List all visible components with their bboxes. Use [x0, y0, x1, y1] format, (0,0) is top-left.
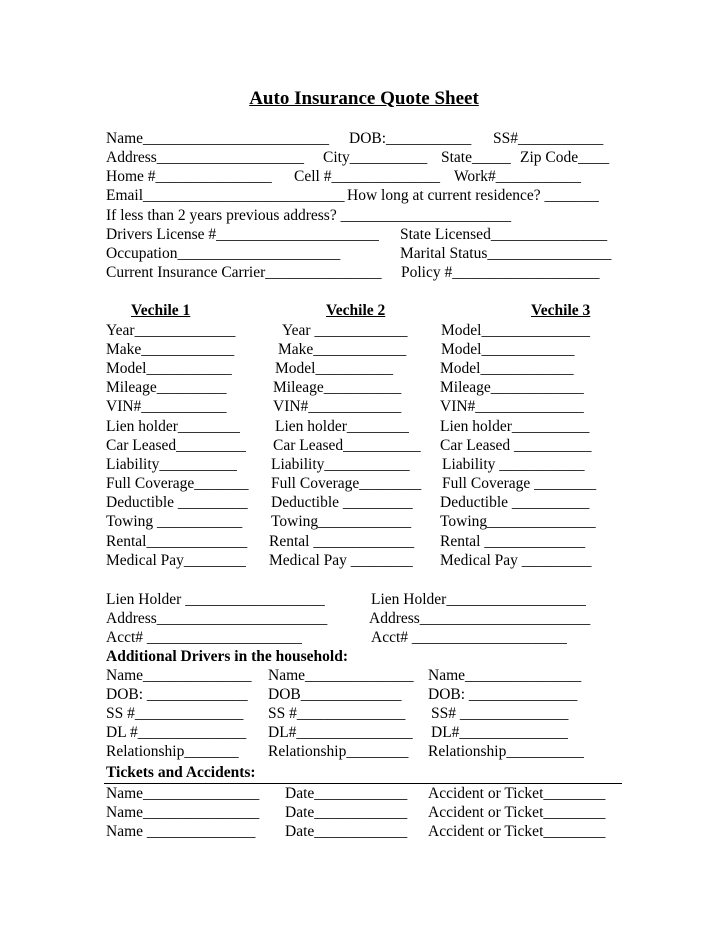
insurance-carrier-field[interactable]: Current Insurance Carrier_______________ [106, 264, 382, 281]
ticket-1-date-field[interactable]: Date____________ [285, 785, 408, 802]
driver-2-ss-field[interactable]: SS #______________ [268, 705, 406, 722]
driver-3-relationship-field[interactable]: Relationship__________ [428, 743, 584, 760]
vehicle-1-year-field[interactable]: Year_____________ [106, 322, 236, 339]
vehicle-2-full-coverage-field[interactable]: Full Coverage________ [271, 475, 422, 492]
driver-1-dob-field[interactable]: DOB: _____________ [106, 686, 248, 703]
vehicle-2-liability-field[interactable]: Liability___________ [271, 456, 410, 473]
driver-3-name-field[interactable]: Name_______________ [428, 667, 582, 684]
section-divider [104, 783, 622, 784]
home-phone-field[interactable]: Home #_______________ [106, 168, 272, 185]
vehicle-2-mileage-field[interactable]: Mileage__________ [273, 379, 402, 396]
vehicle-1-make-field[interactable]: Make____________ [106, 341, 235, 358]
lien-address-field-right[interactable]: Address______________________ [369, 610, 591, 627]
driver-1-name-field[interactable]: Name______________ [106, 667, 252, 684]
vehicle-2-vin-field[interactable]: VIN#____________ [273, 398, 402, 415]
lien-address-field-left[interactable]: Address______________________ [106, 610, 328, 627]
vehicle-2-make-field[interactable]: Make____________ [278, 341, 407, 358]
vehicle-2-model-field[interactable]: Model__________ [275, 360, 393, 377]
vehicle-2-header: Vechile 2 [326, 302, 386, 319]
tickets-heading: Tickets and Accidents: [106, 764, 256, 781]
work-phone-field[interactable]: Work#___________ [454, 168, 582, 185]
vehicle-2-year-field[interactable]: Year ____________ [282, 322, 408, 339]
ticket-3-date-field[interactable]: Date____________ [285, 823, 408, 840]
vehicle-1-rental-field[interactable]: Rental_____________ [106, 533, 248, 550]
vehicle-1-vin-field[interactable]: VIN#___________ [106, 398, 227, 415]
vehicle-3-car-leased-field[interactable]: Car Leased __________ [440, 437, 592, 454]
lien-acct-field-right[interactable]: Acct# ____________________ [371, 629, 567, 646]
vehicle-3-model-field-3[interactable]: Model____________ [440, 360, 574, 377]
state-licensed-field[interactable]: State Licensed_______________ [400, 226, 608, 243]
vehicle-1-mileage-field[interactable]: Mileage_________ [106, 379, 227, 396]
lien-holder-field-left[interactable]: Lien Holder __________________ [106, 591, 325, 608]
vehicle-1-car-leased-field[interactable]: Car Leased_________ [106, 437, 246, 454]
vehicle-1-full-coverage-field[interactable]: Full Coverage_______ [106, 475, 249, 492]
city-field[interactable]: City__________ [323, 149, 428, 166]
ticket-3-name-field[interactable]: Name ______________ [106, 823, 256, 840]
page-title: Auto Insurance Quote Sheet [249, 88, 479, 109]
dob-field[interactable]: DOB:___________ [349, 130, 472, 147]
ticket-2-name-field[interactable]: Name_______________ [106, 804, 260, 821]
driver-2-relationship-field[interactable]: Relationship________ [268, 743, 409, 760]
vehicle-3-medical-pay-field[interactable]: Medical Pay _________ [440, 552, 592, 569]
vehicle-2-car-leased-field[interactable]: Car Leased__________ [273, 437, 421, 454]
vehicle-1-medical-pay-field[interactable]: Medical Pay________ [106, 552, 246, 569]
ticket-1-name-field[interactable]: Name_______________ [106, 785, 260, 802]
vehicle-3-liability-field[interactable]: Liability ___________ [442, 456, 585, 473]
vehicle-3-rental-field[interactable]: Rental _____________ [440, 533, 586, 550]
vehicle-3-mileage-field[interactable]: Mileage____________ [440, 379, 584, 396]
vehicle-3-model-field-2[interactable]: Model____________ [441, 341, 575, 358]
residence-duration-field[interactable]: How long at current residence? _______ [347, 187, 599, 204]
previous-address-field[interactable]: If less than 2 years previous address? ______________________ [106, 207, 512, 224]
driver-3-ss-field[interactable]: SS# ______________ [431, 705, 569, 722]
drivers-license-field[interactable]: Drivers License #_____________________ [106, 226, 379, 243]
driver-2-dob-field[interactable]: DOB_____________ [268, 686, 402, 703]
vehicle-1-towing-field[interactable]: Towing ___________ [106, 513, 243, 530]
policy-number-field[interactable]: Policy #___________________ [401, 264, 600, 281]
lien-holder-field-right[interactable]: Lien Holder__________________ [371, 591, 586, 608]
driver-1-ss-field[interactable]: SS #______________ [106, 705, 244, 722]
address-field[interactable]: Address___________________ [106, 149, 305, 166]
vehicle-3-header: Vechile 3 [531, 302, 591, 319]
vehicle-3-deductible-field[interactable]: Deductible __________ [440, 494, 590, 511]
ss-field[interactable]: SS#___________ [493, 130, 604, 147]
driver-2-name-field[interactable]: Name______________ [268, 667, 414, 684]
name-field[interactable]: Name________________________ [106, 130, 330, 147]
driver-1-dl-field[interactable]: DL #______________ [106, 724, 247, 741]
vehicle-2-medical-pay-field[interactable]: Medical Pay ________ [269, 552, 413, 569]
vehicle-3-model-field[interactable]: Model______________ [441, 322, 590, 339]
vehicle-1-liability-field[interactable]: Liability__________ [106, 456, 237, 473]
cell-phone-field[interactable]: Cell #______________ [294, 168, 440, 185]
vehicle-3-vin-field[interactable]: VIN#______________ [440, 398, 584, 415]
vehicle-2-rental-field[interactable]: Rental _____________ [269, 533, 415, 550]
ticket-1-type-field[interactable]: Accident or Ticket________ [428, 785, 606, 802]
zip-field[interactable]: Zip Code____ [520, 149, 610, 166]
driver-3-dl-field[interactable]: DL#______________ [431, 724, 568, 741]
vehicle-3-towing-field[interactable]: Towing______________ [440, 513, 596, 530]
email-field[interactable]: Email__________________________ [106, 187, 345, 204]
state-field[interactable]: State_____ [441, 149, 511, 166]
lien-acct-field-left[interactable]: Acct# ____________________ [106, 629, 302, 646]
vehicle-1-deductible-field[interactable]: Deductible _________ [106, 494, 248, 511]
ticket-3-type-field[interactable]: Accident or Ticket________ [428, 823, 606, 840]
driver-1-relationship-field[interactable]: Relationship_______ [106, 743, 239, 760]
vehicle-1-header: Vechile 1 [131, 302, 191, 319]
driver-2-dl-field[interactable]: DL#_______________ [268, 724, 413, 741]
vehicle-2-towing-field[interactable]: Towing____________ [271, 513, 412, 530]
vehicle-3-lien-holder-field[interactable]: Lien holder__________ [440, 418, 590, 435]
vehicle-1-model-field[interactable]: Model___________ [106, 360, 232, 377]
vehicle-1-lien-holder-field[interactable]: Lien holder________ [106, 418, 240, 435]
vehicle-2-lien-holder-field[interactable]: Lien holder________ [275, 418, 409, 435]
ticket-2-type-field[interactable]: Accident or Ticket________ [428, 804, 606, 821]
vehicle-2-deductible-field[interactable]: Deductible _________ [271, 494, 413, 511]
marital-status-field[interactable]: Marital Status________________ [400, 245, 612, 262]
occupation-field[interactable]: Occupation_____________________ [106, 245, 341, 262]
driver-3-dob-field[interactable]: DOB: ______________ [428, 686, 578, 703]
vehicle-3-full-coverage-field[interactable]: Full Coverage ________ [442, 475, 597, 492]
additional-drivers-heading: Additional Drivers in the household: [106, 648, 349, 665]
ticket-2-date-field[interactable]: Date____________ [285, 804, 408, 821]
